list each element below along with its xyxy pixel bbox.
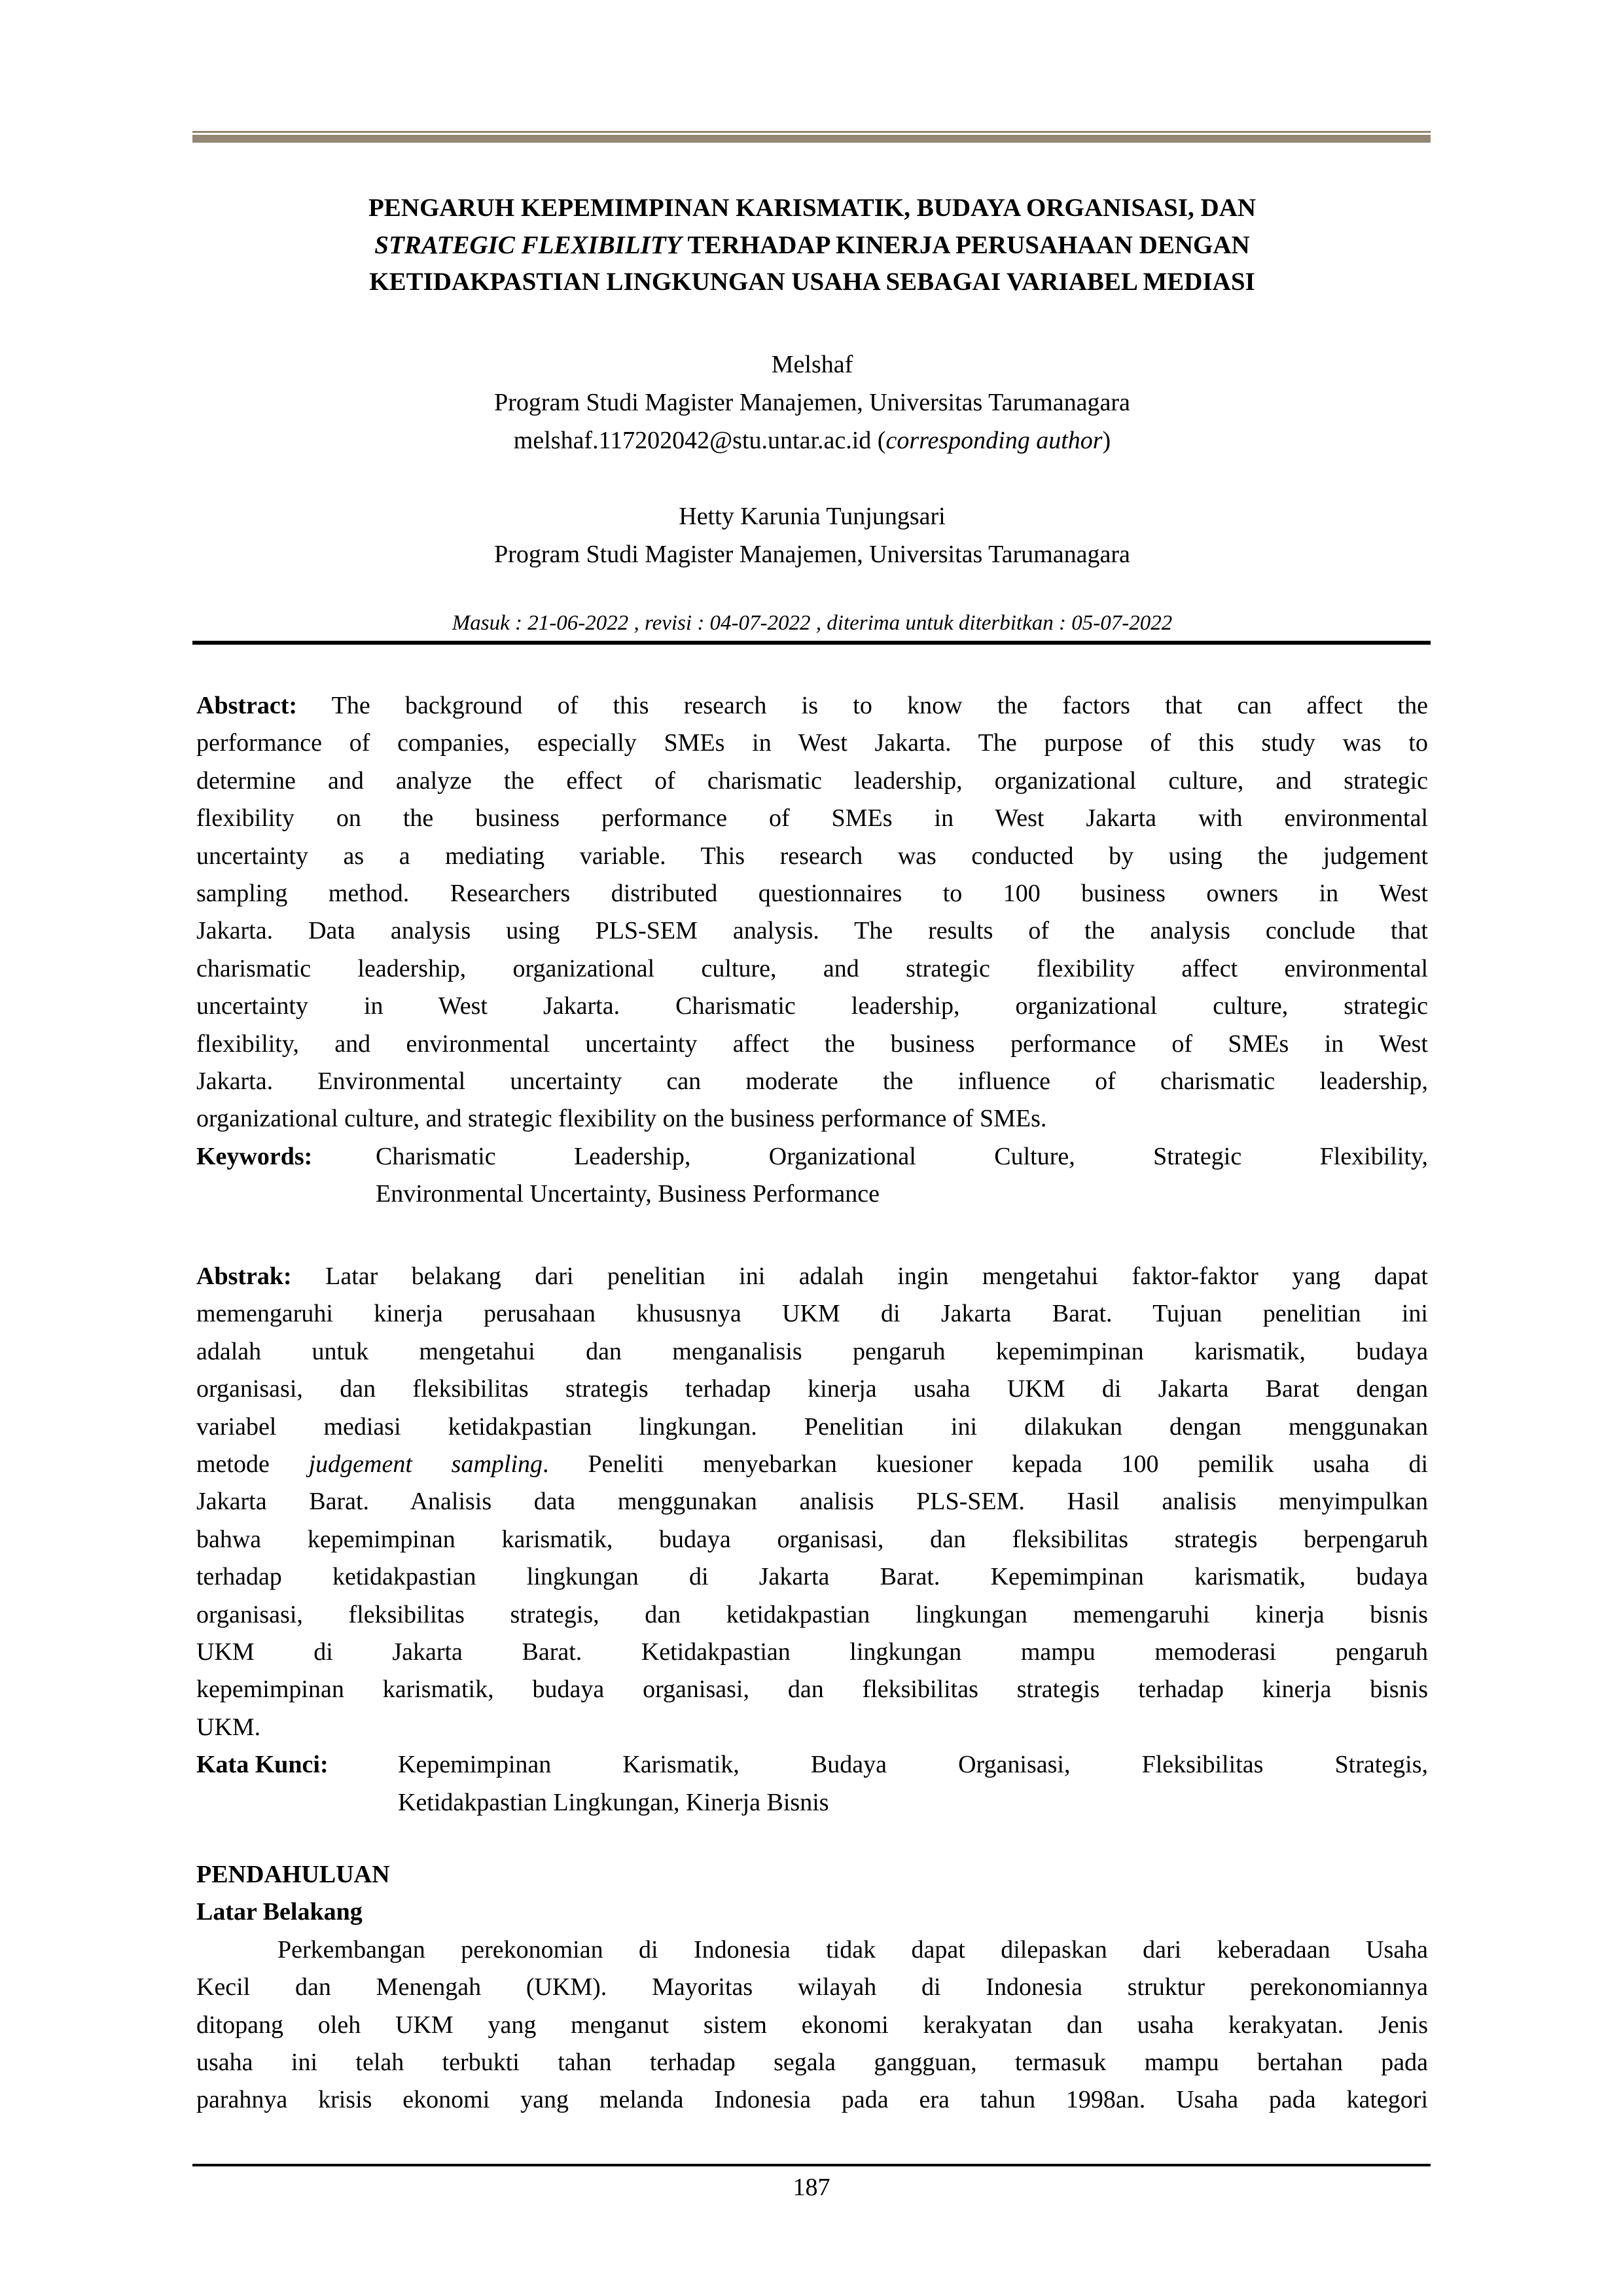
abstrak-line: organisasi, fleksibilitas strategis, dan ketidakpastian lingkungan memengaruhi kinerja bisnis: [196, 1600, 1428, 1628]
body-line: ditopang oleh UKM yang menganut sistem ekonomi kerakyatan dan usaha kerakyatan. Jenis: [196, 2011, 1428, 2039]
body-line: parahnya krisis ekonomi yang melanda Indonesia pada era tahun 1998an. Usaha pada kategori: [196, 2086, 1428, 2114]
author-block: [196, 346, 1428, 573]
abstract-line: Jakarta. Environmental uncertainty can moderate the influence of charismatic leadership,: [196, 1067, 1428, 1096]
abstrak-text: metode: [196, 1450, 309, 1479]
abstrak-line: adalah untuk mengetahui dan menganalisis pengaruh kepemimpinan karismatik, budaya: [196, 1337, 1428, 1365]
author-affiliation: Program Studi Magister Manajemen, Universitas Tarumanagara: [494, 389, 1130, 416]
abstrak-line: kepemimpinan karismatik, budaya organisasi, dan fleksibilitas strategis terhadap kinerja bisnis: [196, 1676, 1428, 1704]
abstract-line: charismatic leadership, organizational culture, and strategic flexibility affect environmental: [196, 954, 1428, 982]
kata-kunci-label: Kata Kunci:: [196, 1751, 329, 1779]
body-line: usaha ini telah terbukti tahan terhadap segala gangguan, termasuk mampu bertahan pada: [196, 2049, 1428, 2077]
abstrak-line: bahwa kepemimpinan karismatik, budaya organisasi, dan fleksibilitas strategis berpengaruh: [196, 1525, 1428, 1553]
header-rule-thin: [192, 131, 1431, 133]
keywords-line: Environmental Uncertainty, Business Performance: [376, 1180, 880, 1208]
author-email-line: [196, 422, 1428, 459]
title-line-3: KETIDAKPASTIAN LINGKUNGAN USAHA SEBAGAI VARIABEL MEDIASI: [369, 268, 1255, 296]
abstrak-line: terhadap ketidakpastian lingkungan di Jakarta Barat. Kepemimpinan karismatik, budaya: [196, 1563, 1428, 1591]
abstrak-line: variabel mediasi ketidakpastian lingkungan. Penelitian ini dilakukan dengan menggunakan: [196, 1412, 1428, 1441]
abstract-line: flexibility on the business performance of SMEs in West Jakarta with environmental: [196, 804, 1428, 833]
page-number: 187: [793, 2174, 830, 2201]
abstrak-line: [196, 1258, 1428, 1295]
abstrak-line: [196, 1446, 1428, 1483]
abstrak-line: UKM.: [196, 1713, 261, 1741]
abstract-line: uncertainty as a mediating variable. This research was conducted by using the judgement: [196, 842, 1428, 870]
kata-kunci-line: Kepemimpinan Karismatik, Budaya Organisasi, Fleksibilitas Strategis,: [398, 1751, 1428, 1779]
footer-rule: [192, 2164, 1431, 2166]
title-line-2-rest: TERHADAP KINERJA PERUSAHAAN DENGAN: [681, 230, 1250, 259]
author-name: Hetty Karunia Tunjungsari: [679, 503, 946, 530]
abstract-line: determine and analyze the effect of charismatic leadership, organizational culture, and strategic: [196, 766, 1428, 795]
abstract-indonesian: [196, 1258, 1428, 1821]
abstrak-text: . Peneliti menyebarkan kuesioner kepada 100 pemilik usaha di: [543, 1450, 1429, 1479]
abstrak-italic-term: judgement sampling: [308, 1450, 543, 1479]
abstract-line: organizational culture, and strategic flexibility on the business performance of SMEs.: [196, 1105, 1047, 1133]
abstract-label: Abstract:: [196, 692, 298, 719]
abstract-line: sampling method. Researchers distributed questionnaires to 100 business owners in West: [196, 880, 1428, 908]
corresponding-author-note: corresponding author: [885, 427, 1103, 454]
keywords-line: Charismatic Leadership, Organizational Culture, Strategic Flexibility,: [376, 1142, 1428, 1170]
abstract-english: [196, 687, 1428, 1213]
abstrak-line: memengaruhi kinerja perusahaan khususnya UKM di Jakarta Barat. Tujuan penelitian ini: [196, 1300, 1428, 1328]
submission-dates: Masuk : 21-06-2022 , revisi : 04-07-2022 , diterima untuk diterbitkan : 05-07-2022: [452, 611, 1173, 635]
abstract-text: The background of this research is to know the factors that can affect the: [297, 692, 1428, 719]
author-email[interactable]: melshaf.117202042@stu.untar.ac.id: [513, 427, 872, 454]
title-line-1: PENGARUH KEPEMIMPINAN KARISMATIK, BUDAYA ORGANISASI, DAN: [368, 194, 1257, 222]
abstrak-label: Abstrak:: [196, 1263, 292, 1290]
section-pendahuluan: [196, 1856, 1428, 2119]
abstract-line: uncertainty in West Jakarta. Charismatic leadership, organizational culture, strategic: [196, 992, 1428, 1020]
abstrak-line: organisasi, dan fleksibilitas strategis terhadap kinerja usaha UKM di Jakarta Barat dengan: [196, 1375, 1428, 1403]
kata-kunci-block: [196, 1746, 1428, 1821]
abstract-line: performance of companies, especially SMEs in West Jakarta. The purpose of this study was to: [196, 729, 1428, 757]
body-line: Perkembangan perekonomian di Indonesia tidak dapat dilepaskan dari keberadaan Usaha: [277, 1935, 1428, 1964]
author-name: Melshaf: [771, 351, 853, 378]
abstract-line: [196, 687, 1428, 725]
title-line-2: [196, 227, 1428, 264]
paren-open: (: [871, 427, 886, 454]
keywords-values: [376, 1138, 1428, 1213]
abstract-line: flexibility, and environmental uncertainty affect the business performance of SMEs in West: [196, 1030, 1428, 1058]
keywords-block: [196, 1138, 1428, 1213]
title-italic-phrase: STRATEGIC FLEXIBILITY: [374, 230, 682, 259]
abstract-line: Jakarta. Data analysis using PLS-SEM analysis. The results of the analysis conclude that: [196, 917, 1428, 945]
kata-kunci-values: [398, 1746, 1428, 1821]
body-paragraph: [196, 1931, 1428, 2119]
dates-rule: [192, 641, 1431, 645]
abstrak-line: Jakarta Barat. Analisis data menggunakan analisis PLS-SEM. Hasil analisis menyimpulkan: [196, 1488, 1428, 1516]
author-spacer: [196, 459, 1428, 497]
abstrak-text: Latar belakang dari penelitian ini adalah ingin mengetahui faktor-faktor yang dapat: [291, 1263, 1428, 1290]
paper-title: [196, 190, 1428, 301]
body-line: Kecil dan Menengah (UKM). Mayoritas wilayah di Indonesia struktur perekonomiannya: [196, 1973, 1428, 2001]
kata-kunci-line: Ketidakpastian Lingkungan, Kinerja Bisnis: [398, 1788, 829, 1816]
subsection-heading: Latar Belakang: [196, 1898, 363, 1926]
paren-close: ): [1102, 427, 1111, 454]
section-heading: PENDAHULUAN: [196, 1861, 390, 1888]
author-affiliation: Program Studi Magister Manajemen, Universitas Tarumanagara: [494, 541, 1130, 568]
abstrak-line: UKM di Jakarta Barat. Ketidakpastian lingkungan mampu memoderasi pengaruh: [196, 1638, 1428, 1666]
keywords-label: Keywords:: [196, 1142, 313, 1170]
header-rule-thick: [192, 135, 1431, 143]
